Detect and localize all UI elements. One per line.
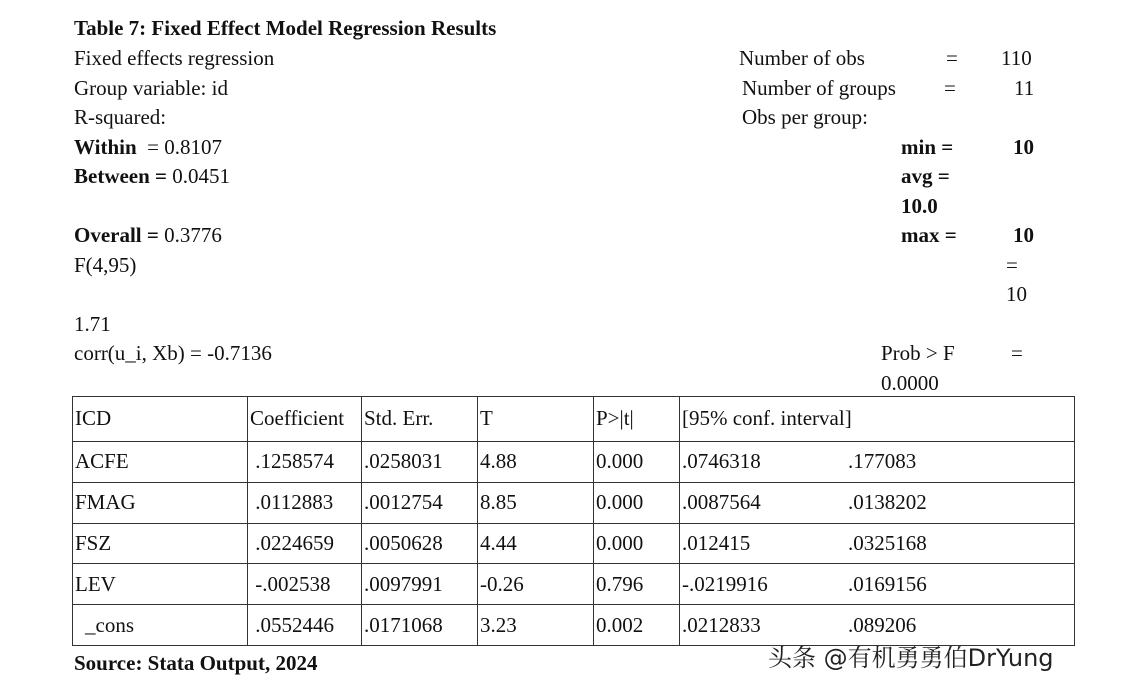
model-type: Fixed effects regression (74, 46, 275, 70)
header-cell: Coefficient (248, 397, 362, 442)
r2-within (74, 137, 222, 158)
var-cell: _cons (73, 605, 248, 646)
header-cell: T (478, 397, 594, 442)
var-cell: LEV (73, 564, 248, 605)
r2-overall (74, 225, 222, 246)
header-cell: P>|t| (594, 397, 680, 442)
ngroups-label: Number of groups (742, 76, 896, 100)
ci-upper: .177083 (848, 449, 917, 474)
ci-lower: .0087564 (682, 490, 761, 515)
ci-lower: -.0219916 (682, 571, 768, 596)
min-value: 10 (1013, 135, 1034, 159)
obs-per-group-label: Obs per group: (742, 105, 868, 129)
prob-value: 0.0000 (881, 371, 939, 395)
coef-cell: .1258574 (248, 441, 362, 482)
se-cell: .0171068 (362, 605, 478, 646)
f-eq-value: 10 (1006, 282, 1027, 306)
ci-lower: .0746318 (682, 449, 761, 474)
ngroups-value: 11 (1014, 76, 1035, 100)
min-label: min = (901, 135, 954, 159)
ci-upper: .089206 (848, 612, 917, 637)
ci-upper: .0169156 (848, 571, 927, 596)
nobs-eq: = (946, 46, 958, 70)
ci-cell (680, 564, 1075, 605)
var-cell: FMAG (73, 482, 248, 523)
max-label: max = (901, 223, 957, 247)
ci-upper: .0138202 (848, 490, 927, 515)
ci-lower: .0212833 (682, 612, 761, 637)
within-value: = 0.8107 (136, 135, 222, 159)
f-stat-label: F(4,95) (74, 253, 137, 277)
prob-label: Prob > F (881, 341, 955, 365)
overall-label: Overall = (74, 223, 159, 247)
header-cell: Std. Err. (362, 397, 478, 442)
r2-between (74, 166, 230, 187)
header-cell: [95% conf. interval] (680, 397, 1075, 442)
t-cell: 4.44 (478, 523, 594, 564)
p-cell: 0.000 (594, 441, 680, 482)
nobs-value: 110 (1001, 46, 1032, 70)
t-cell: 8.85 (478, 482, 594, 523)
se-cell: .0258031 (362, 441, 478, 482)
overall-value: 0.3776 (158, 223, 222, 247)
ci-cell (680, 605, 1075, 646)
ci-cell (680, 523, 1075, 564)
table-row (73, 605, 1075, 646)
regression-table (72, 396, 1075, 646)
ci-upper: .0325168 (848, 530, 927, 555)
table-header-row (73, 397, 1075, 442)
coef-cell: .0112883 (248, 482, 362, 523)
between-value: 0.0451 (167, 164, 231, 188)
avg-value: 10.0 (901, 194, 938, 218)
watermark: 头条 @有机勇勇伯DrYung (768, 644, 1054, 672)
ci-cell (680, 441, 1075, 482)
var-cell: ACFE (73, 441, 248, 482)
table-row (73, 441, 1075, 482)
se-cell: .0097991 (362, 564, 478, 605)
p-cell: 0.002 (594, 605, 680, 646)
table-row (73, 523, 1075, 564)
t-cell: 3.23 (478, 605, 594, 646)
nobs-label: Number of obs (739, 46, 865, 70)
corr-value: corr(u_i, Xb) = -0.7136 (74, 341, 272, 365)
t-cell: 4.88 (478, 441, 594, 482)
table-title: Table 7: Fixed Effect Model Regression Results (74, 16, 497, 40)
table-row (73, 482, 1075, 523)
ci-lower: .012415 (682, 530, 751, 555)
coef-cell: .0552446 (248, 605, 362, 646)
ngroups-eq: = (944, 76, 956, 100)
t-cell: -0.26 (478, 564, 594, 605)
prob-eq: = (1011, 341, 1023, 365)
table-row (73, 564, 1075, 605)
f-stat-value: 1.71 (74, 312, 111, 336)
within-label: Within (74, 135, 137, 159)
max-value: 10 (1013, 223, 1034, 247)
se-cell: .0012754 (362, 482, 478, 523)
ci-cell (680, 482, 1075, 523)
between-label: Between = (74, 164, 168, 188)
p-cell: 0.796 (594, 564, 680, 605)
source-note: Source: Stata Output, 2024 (74, 651, 318, 675)
f-eq-sign: = (1006, 253, 1018, 277)
avg-label: avg = (901, 164, 950, 188)
r-squared-label: R-squared: (74, 105, 167, 129)
p-cell: 0.000 (594, 482, 680, 523)
header-cell: ICD (73, 397, 248, 442)
p-cell: 0.000 (594, 523, 680, 564)
group-variable: Group variable: id (74, 76, 228, 100)
coef-cell: -.002538 (248, 564, 362, 605)
coef-cell: .0224659 (248, 523, 362, 564)
se-cell: .0050628 (362, 523, 478, 564)
var-cell: FSZ (73, 523, 248, 564)
